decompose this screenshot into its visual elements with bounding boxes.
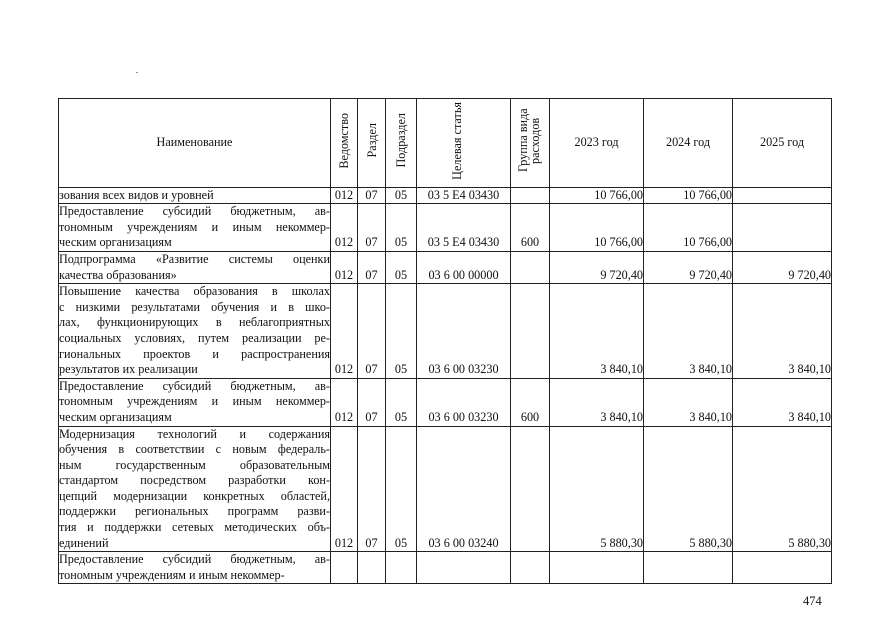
- row-section-cell: 07: [358, 378, 386, 426]
- row-name-cell: [59, 187, 331, 204]
- row-y2023-cell: 3 840,10: [550, 284, 644, 379]
- row-dept-cell: 012: [331, 426, 358, 552]
- row-name-line: тономным учреждениям и иным некоммер-: [59, 394, 330, 409]
- row-group-cell: [511, 552, 550, 584]
- row-name-line: единений: [59, 535, 109, 550]
- header-2024: 2024 год: [644, 99, 733, 188]
- row-name-line: лах, функционирующих в неблагоприятных: [59, 315, 330, 330]
- header-2025: 2025 год: [733, 99, 832, 188]
- row-target-cell: 03 6 00 03240: [417, 426, 511, 552]
- row-name-line: Предоставление субсидий бюджетным, ав-: [59, 204, 330, 219]
- table-header-row: [59, 99, 832, 188]
- table-row: [59, 552, 832, 584]
- row-name-line: обучения в соответствии с новым федераль-: [59, 442, 330, 457]
- row-name-line: Подпрограмма «Развитие системы оценки: [59, 251, 330, 266]
- row-y2023-cell: 3 840,10: [550, 378, 644, 426]
- row-y2025-cell: 5 880,30: [733, 426, 832, 552]
- row-y2023-cell: [550, 552, 644, 584]
- row-subsection-cell: 05: [386, 187, 417, 204]
- table-row: [59, 284, 832, 379]
- row-y2025-cell: 9 720,40: [733, 251, 832, 283]
- row-dept-cell: 012: [331, 204, 358, 252]
- row-y2024-cell: 3 840,10: [644, 284, 733, 379]
- row-dept-cell: 012: [331, 251, 358, 283]
- row-target-cell: 03 6 00 03230: [417, 378, 511, 426]
- row-dept-cell: 012: [331, 284, 358, 379]
- row-name-line: Предоставление субсидий бюджетным, ав-: [59, 552, 330, 567]
- header-name: Наименование: [59, 99, 331, 188]
- row-y2025-cell: [733, 187, 832, 204]
- table-row: [59, 251, 832, 283]
- row-name-line: тономным учреждениям и иным некоммер-: [59, 567, 285, 582]
- row-target-cell: 03 5 E4 03430: [417, 204, 511, 252]
- row-target-cell: 03 6 00 00000: [417, 251, 511, 283]
- row-group-cell: 600: [511, 204, 550, 252]
- row-section-cell: [358, 552, 386, 584]
- row-name-cell: [59, 204, 331, 252]
- row-name-cell: [59, 552, 331, 584]
- row-name-line: социальных условиях, путем реализации ре-: [59, 330, 330, 345]
- row-y2024-cell: 3 840,10: [644, 378, 733, 426]
- row-y2025-cell: [733, 204, 832, 252]
- row-name-cell: [59, 426, 331, 552]
- row-name-line: ным государственным образовательным: [59, 457, 330, 472]
- row-group-cell: [511, 426, 550, 552]
- row-name-line: поддержки региональных программ разви-: [59, 504, 330, 519]
- row-name-line: ческим организациям: [59, 409, 172, 424]
- row-subsection-cell: 05: [386, 426, 417, 552]
- row-dept-cell: 012: [331, 187, 358, 204]
- row-name-line: результатов их реализации: [59, 362, 198, 377]
- table-row: [59, 426, 832, 552]
- row-name-line: Предоставление субсидий бюджетным, ав-: [59, 378, 330, 393]
- row-subsection-cell: 05: [386, 284, 417, 379]
- row-group-cell: [511, 187, 550, 204]
- row-name-line: ческим организациям: [59, 235, 172, 250]
- row-name-line: цепций модернизации конкретных областей,: [59, 488, 330, 503]
- row-name-cell: [59, 251, 331, 283]
- row-subsection-cell: [386, 552, 417, 584]
- row-name-line: гиональных проектов и распространения: [59, 346, 330, 361]
- header-subsection: Подраздел: [386, 99, 417, 188]
- row-section-cell: 07: [358, 251, 386, 283]
- row-name-line: стандартом посредством разработки кон-: [59, 473, 330, 488]
- page-number: 474: [803, 594, 822, 608]
- row-name-line: тономным учреждениям и иным некоммер-: [59, 219, 330, 234]
- scan-speck: [136, 72, 138, 73]
- header-dept: Ведомство: [331, 99, 358, 188]
- row-name-line: качества образования»: [59, 267, 177, 282]
- row-y2024-cell: 10 766,00: [644, 204, 733, 252]
- row-y2025-cell: 3 840,10: [733, 378, 832, 426]
- row-dept-cell: 012: [331, 378, 358, 426]
- row-target-cell: 03 5 E4 03430: [417, 187, 511, 204]
- row-group-cell: [511, 251, 550, 283]
- row-target-cell: 03 6 00 03230: [417, 284, 511, 379]
- row-section-cell: 07: [358, 284, 386, 379]
- row-group-cell: 600: [511, 378, 550, 426]
- table-row: [59, 378, 832, 426]
- row-name-line: Модернизация технологий и содержания: [59, 426, 330, 441]
- row-y2023-cell: 10 766,00: [550, 204, 644, 252]
- header-section: Раздел: [358, 99, 386, 188]
- row-name-line: тия и поддержки сетевых методических объ-: [59, 520, 330, 535]
- row-subsection-cell: 05: [386, 378, 417, 426]
- row-y2024-cell: 10 766,00: [644, 187, 733, 204]
- header-2023: 2023 год: [550, 99, 644, 188]
- row-y2023-cell: 10 766,00: [550, 187, 644, 204]
- row-dept-cell: [331, 552, 358, 584]
- row-name-line: Повышение качества образования в школах: [59, 284, 330, 299]
- row-subsection-cell: 05: [386, 204, 417, 252]
- row-group-cell: [511, 284, 550, 379]
- row-name-line: зования всех видов и уровней: [59, 187, 214, 202]
- row-y2023-cell: 5 880,30: [550, 426, 644, 552]
- table-row: [59, 204, 832, 252]
- row-name-line: с низкими результатами обучения и в шко-: [59, 299, 330, 314]
- row-name-cell: [59, 284, 331, 379]
- row-name-cell: [59, 378, 331, 426]
- row-section-cell: 07: [358, 204, 386, 252]
- row-y2023-cell: 9 720,40: [550, 251, 644, 283]
- row-subsection-cell: 05: [386, 251, 417, 283]
- row-y2025-cell: 3 840,10: [733, 284, 832, 379]
- row-target-cell: [417, 552, 511, 584]
- header-group: Группа вида расходов: [511, 99, 550, 188]
- row-section-cell: 07: [358, 187, 386, 204]
- budget-table: [58, 98, 832, 584]
- row-y2024-cell: [644, 552, 733, 584]
- row-y2025-cell: [733, 552, 832, 584]
- row-section-cell: 07: [358, 426, 386, 552]
- row-y2024-cell: 9 720,40: [644, 251, 733, 283]
- table-row: [59, 187, 832, 204]
- header-target: Целевая статья: [417, 99, 511, 188]
- row-y2024-cell: 5 880,30: [644, 426, 733, 552]
